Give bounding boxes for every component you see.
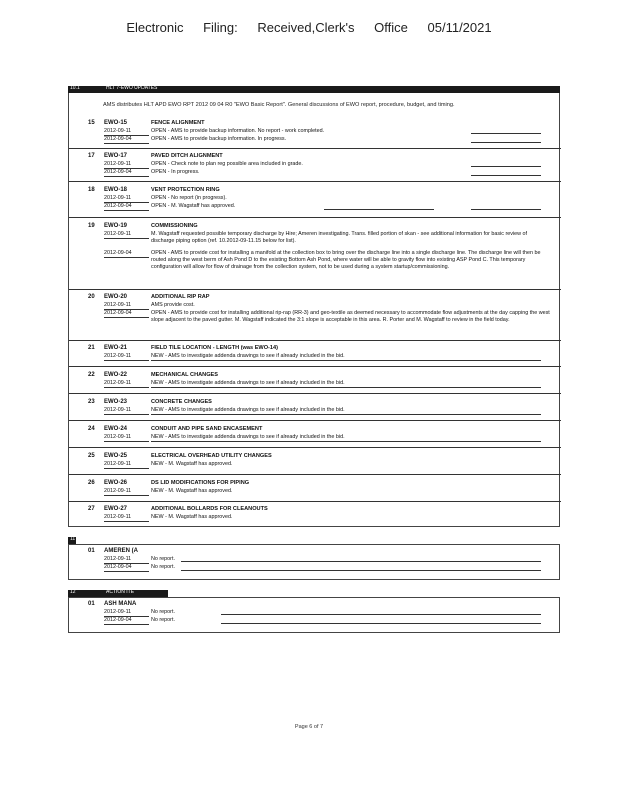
item-number: 26 <box>88 480 95 486</box>
item-separator <box>69 148 561 149</box>
item-separator <box>69 340 561 341</box>
item-separator <box>69 393 561 394</box>
entry-date: 2012-09-04 <box>104 617 149 625</box>
item-separator <box>69 420 561 421</box>
entry-text: NEW - AMS to investigate addenda drawings to see if already included in the bid. <box>151 407 345 413</box>
item-number: 25 <box>88 453 95 459</box>
underline <box>221 614 541 615</box>
underline <box>471 175 541 176</box>
item-number: 24 <box>88 426 95 432</box>
section1-number: 10.1 <box>70 85 80 91</box>
section1-box <box>68 93 560 527</box>
item-id: EWO-17 <box>104 153 128 159</box>
item-id: EWO-22 <box>104 372 128 378</box>
header-date: 05/11/2021 <box>427 20 492 35</box>
entry-date: 2012-09-11 <box>104 556 149 564</box>
entry-text: OPEN - AMS to provide backup information. In progress. <box>151 136 287 142</box>
entry-text: NEW - AMS to investigate addenda drawings to see if already included in the bid. <box>151 434 345 440</box>
entry-date: 2012-09-04 <box>104 136 149 144</box>
section2-number: 11 <box>70 536 76 542</box>
item-title: FENCE ALIGNMENT <box>151 120 205 126</box>
entry-date: 2012-09-04 <box>104 250 149 258</box>
header-electronic: Electronic <box>126 20 184 35</box>
section1-title: HLT 7-EWO UPDATES <box>106 85 158 91</box>
entry-date: 2012-09-04 <box>104 169 149 177</box>
section3-title: ACTION ITE <box>106 589 135 595</box>
item-id: EWO-27 <box>104 506 128 512</box>
item-separator <box>69 289 561 290</box>
section1-bar <box>68 86 560 93</box>
item-title: COMMISSIONING <box>151 223 198 229</box>
section1-intro: AMS distributes HLT APD EWO RPT 2012 09 04 R0 "EWO Basic Report". General discussions of EWO report, procedure, budget, and timing. <box>103 102 455 108</box>
item-id: EWO-26 <box>104 480 128 486</box>
entry-text: AMS provide cost. <box>151 302 195 308</box>
entry-date: 2012-09-11 <box>104 302 149 310</box>
item-number: 22 <box>88 372 95 378</box>
entry-date: 2012-09-04 <box>104 564 149 572</box>
section3-box <box>68 597 560 633</box>
item-number: 18 <box>88 187 95 193</box>
item-number: 27 <box>88 506 95 512</box>
item-title: ADDITIONAL RIP RAP <box>151 294 210 300</box>
item-number: 01 <box>88 601 95 607</box>
item-id: AMEREN (A <box>104 548 138 554</box>
item-id: EWO-21 <box>104 345 128 351</box>
entry-date: 2012-09-11 <box>104 195 149 203</box>
underline <box>151 387 541 388</box>
entry-text: No report. <box>151 564 175 570</box>
item-number: 21 <box>88 345 95 351</box>
entry-date: 2012-09-11 <box>104 128 149 136</box>
header-office: Office <box>374 20 408 35</box>
item-title: MECHANICAL CHANGES <box>151 372 219 378</box>
header-received: Received,Clerk's <box>257 20 355 35</box>
underline <box>221 623 541 624</box>
item-title: CONDUIT AND PIPE SAND ENCASEMENT <box>151 426 263 432</box>
section2-box <box>68 544 560 580</box>
entry-text: NEW - AMS to investigate addenda drawings to see if already included in the bid. <box>151 380 345 386</box>
entry-text: M. Wagstaff requested possible temporary discharge by Hire; Ameren investigating. Trans. filled portion of skan - see additional information for basic review of discharge piping option (ref. 10.2012-09-11.15 below for list). <box>151 231 528 244</box>
entry-date: 2012-09-11 <box>104 161 149 169</box>
entry-date: 2012-09-04 <box>104 310 149 318</box>
underline <box>151 441 541 442</box>
item-id: ASH MANA <box>104 601 137 607</box>
item-id: EWO-23 <box>104 399 128 405</box>
item-title: PAVED DITCH ALIGNMENT <box>151 153 223 159</box>
entry-date: 2012-09-04 <box>104 203 149 211</box>
underline <box>151 360 541 361</box>
entry-text: NEW - M. Wagstaff has approved. <box>151 461 233 467</box>
underline <box>324 209 434 210</box>
item-number: 01 <box>88 548 95 554</box>
entry-text: NEW - M. Wagstaff has approved. <box>151 514 233 520</box>
entry-text: No report. <box>151 609 175 615</box>
item-id: EWO-24 <box>104 426 128 432</box>
entry-text: OPEN - No report (in progress). <box>151 195 227 201</box>
entry-date: 2012-09-11 <box>104 231 149 239</box>
item-title: ADDITIONAL BOLLARDS FOR CLEANOUTS <box>151 506 268 512</box>
entry-date: 2012-09-11 <box>104 609 149 617</box>
entry-date: 2012-09-11 <box>104 407 149 415</box>
entry-date: 2012-09-11 <box>104 380 149 388</box>
entry-text: NEW - AMS to investigate addenda drawings to see if already included in the bid. <box>151 353 345 359</box>
section3-number: 12 <box>70 589 76 595</box>
entry-text: OPEN - AMS to provide cost for installing a manifold at the collection box to bring over the discharge line into a single discharge line. The discharge line will then be routed along the west berm of Ash Pond D to the existing Bottom Ash Pond, where water will be able to gravity flow into existing ASP Pond C. This temporary configuration will allow for flow of drainage from the collection system, not to be used during a system startup/commissioning. <box>151 250 541 270</box>
item-separator <box>69 181 561 182</box>
item-separator <box>69 217 561 218</box>
entry-date: 2012-09-11 <box>104 514 149 522</box>
underline <box>471 142 541 143</box>
item-id: EWO-19 <box>104 223 128 229</box>
item-number: 15 <box>88 120 95 126</box>
header-filing: Filing: <box>203 20 238 35</box>
underline <box>471 209 541 210</box>
entry-text: NEW - M. Wagstaff has approved. <box>151 488 233 494</box>
entry-date: 2012-09-11 <box>104 461 149 469</box>
entry-text: OPEN - AMS to provide cost for installing additional rip-rap (RR-3) and geo-textile as deemed necessary to accommodate flow adjustments at the day capping the west slope adjacent to the paved gutter. M. Wagstaff indicated the 3:1 slope is acceptable in this area. R. Porter and M. Wagstaff to review in the field today. <box>151 310 550 323</box>
item-id: EWO-25 <box>104 453 128 459</box>
item-separator <box>69 501 561 502</box>
item-id: EWO-20 <box>104 294 128 300</box>
underline <box>181 570 541 571</box>
item-title: FIELD TILE LOCATION - LENGTH (was EWO-14) <box>151 345 278 351</box>
underline <box>181 561 541 562</box>
item-title: ELECTRICAL OVERHEAD UTILITY CHANGES <box>151 453 272 459</box>
item-separator <box>69 474 561 475</box>
item-separator <box>69 447 561 448</box>
item-id: EWO-18 <box>104 187 128 193</box>
item-separator <box>69 366 561 367</box>
section2-bar <box>68 537 76 544</box>
underline <box>471 166 541 167</box>
item-number: 23 <box>88 399 95 405</box>
entry-text: OPEN - In progress. <box>151 169 200 175</box>
entry-date: 2012-09-11 <box>104 434 149 442</box>
item-number: 20 <box>88 294 95 300</box>
section3-bar <box>68 590 168 597</box>
entry-text: No report. <box>151 556 175 562</box>
entry-text: OPEN - Check note to plan reg possible area included in grade. <box>151 161 303 167</box>
entry-text: OPEN - M. Wagstaff has approved. <box>151 203 236 209</box>
item-number: 17 <box>88 153 95 159</box>
entry-text: No report. <box>151 617 175 623</box>
item-title: VENT PROTECTION RING <box>151 187 220 193</box>
entry-text: OPEN - AMS to provide backup information. No report - work completed. <box>151 128 325 134</box>
item-number: 19 <box>88 223 95 229</box>
item-title: DS LID MODIFICATIONS FOR PIPING <box>151 480 250 486</box>
item-title: CONCRETE CHANGES <box>151 399 212 405</box>
page-number: Page 6 of 7 <box>294 724 324 730</box>
entry-date: 2012-09-11 <box>104 488 149 496</box>
underline <box>471 133 541 134</box>
filing-header <box>0 20 618 35</box>
underline <box>151 414 541 415</box>
item-id: EWO-15 <box>104 120 128 126</box>
entry-date: 2012-09-11 <box>104 353 149 361</box>
